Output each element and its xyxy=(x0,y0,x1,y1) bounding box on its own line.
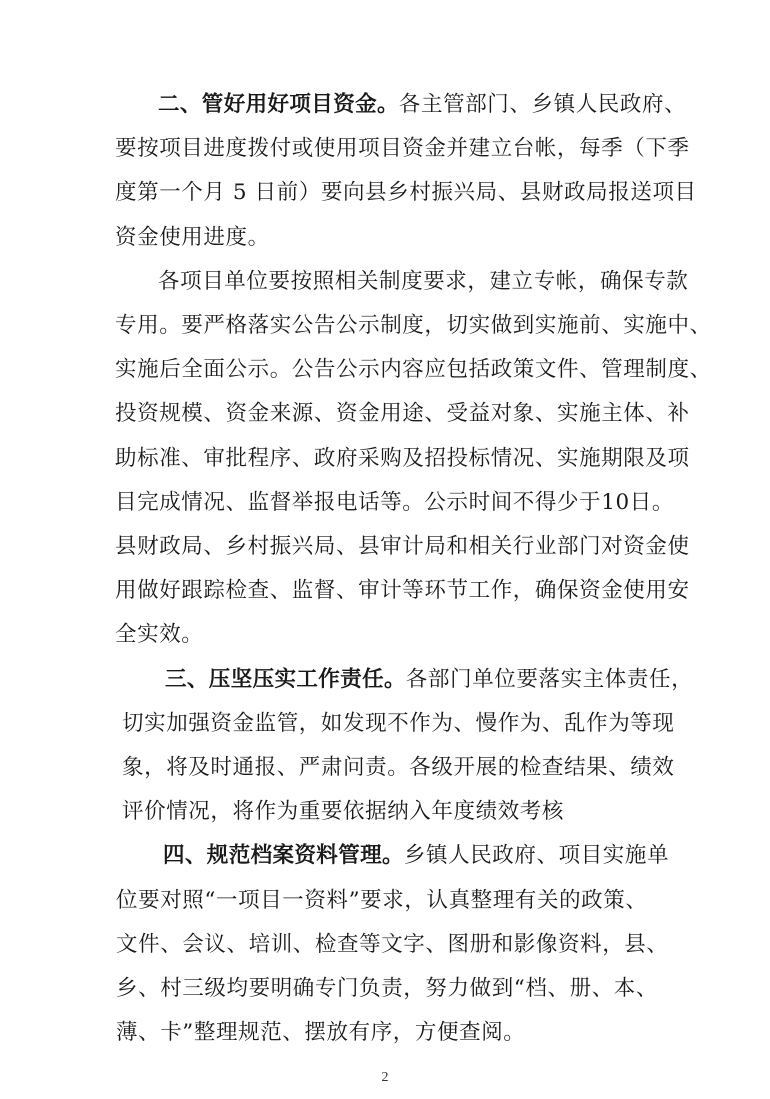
section-2-line-1-text: 各主管部门、乡镇人民政府、 xyxy=(398,92,687,117)
section-4-heading: 四、规范档案资料管理。 xyxy=(163,843,404,869)
paragraph-line: 各项目单位要按照相关制度要求，建立专帐，确保专款 xyxy=(158,268,689,294)
paragraph-line: 县财政局、乡村振兴局、县审计局和相关行业部门对资金使 xyxy=(115,534,690,559)
paragraph-line: 用做好跟踪检查、监督、审计等环节工作，确保资金使用安 xyxy=(115,578,690,604)
section-4-line: 文件、会议、培训、检查等文字、图册和影像资料，县、 xyxy=(116,931,669,957)
paragraph-line: 全实效。 xyxy=(115,622,204,648)
paragraph-line: 助标准、审批程序、政府采购及招投标情况、实施期限及项 xyxy=(115,445,690,471)
section-3-line: 评价情况，将作为重要依据纳入年度绩效考核 xyxy=(122,799,565,825)
section-2-heading: 二、管好用好项目资金。 xyxy=(158,92,399,117)
paragraph-line: 目完成情况、监督举报电话等。公示时间不得少于10日。 xyxy=(115,489,674,515)
section-2-line: 度第一个月 5 日前）要向县乡村振兴局、县财政局报送项目 xyxy=(115,180,697,206)
section-4-line: 位要对照“一项目一资料”要求，认真整理有关的政策、 xyxy=(116,887,648,913)
paragraph-line: 专用。要严格落实公告公示制度，切实做到实施前、实施中、 xyxy=(115,313,712,338)
paragraph-line: 投资规模、资金来源、资金用途、受益对象、实施主体、补 xyxy=(115,401,690,427)
section-3-line-1-text: 各部门单位要落实主体责任， xyxy=(405,666,694,692)
section-4-line: 乡、村三级均要明确专门负责，努力做到“档、册、本、 xyxy=(116,976,658,1001)
section-2-line: 资金使用进度。 xyxy=(115,224,270,250)
section-3-line: 切实加强资金监管，如发现不作为、慢作为、乱作为等现 xyxy=(122,710,675,736)
section-3-first-line xyxy=(165,667,693,693)
section-2-line: 要按项目进度拨付或使用项目资金并建立台帐，每季（下季 xyxy=(115,136,690,162)
paragraph-line: 实施后全面公示。公告公示内容应包括政策文件、管理制度、 xyxy=(115,357,712,383)
page-number: 2 xyxy=(381,1070,389,1085)
section-3-heading: 三、压坚压实工作责任。 xyxy=(165,666,406,692)
section-4-line-1-text: 乡镇人民政府、项目实施单 xyxy=(403,843,670,869)
section-4-first-line xyxy=(163,843,669,869)
section-4-line: 薄、卡”整理规范、摆放有序，方便查阅。 xyxy=(116,1020,526,1046)
section-3-line: 象，将及时通报、严肃问责。各级开展的检查结果、绩效 xyxy=(122,755,675,780)
section-2-first-line xyxy=(158,92,686,118)
